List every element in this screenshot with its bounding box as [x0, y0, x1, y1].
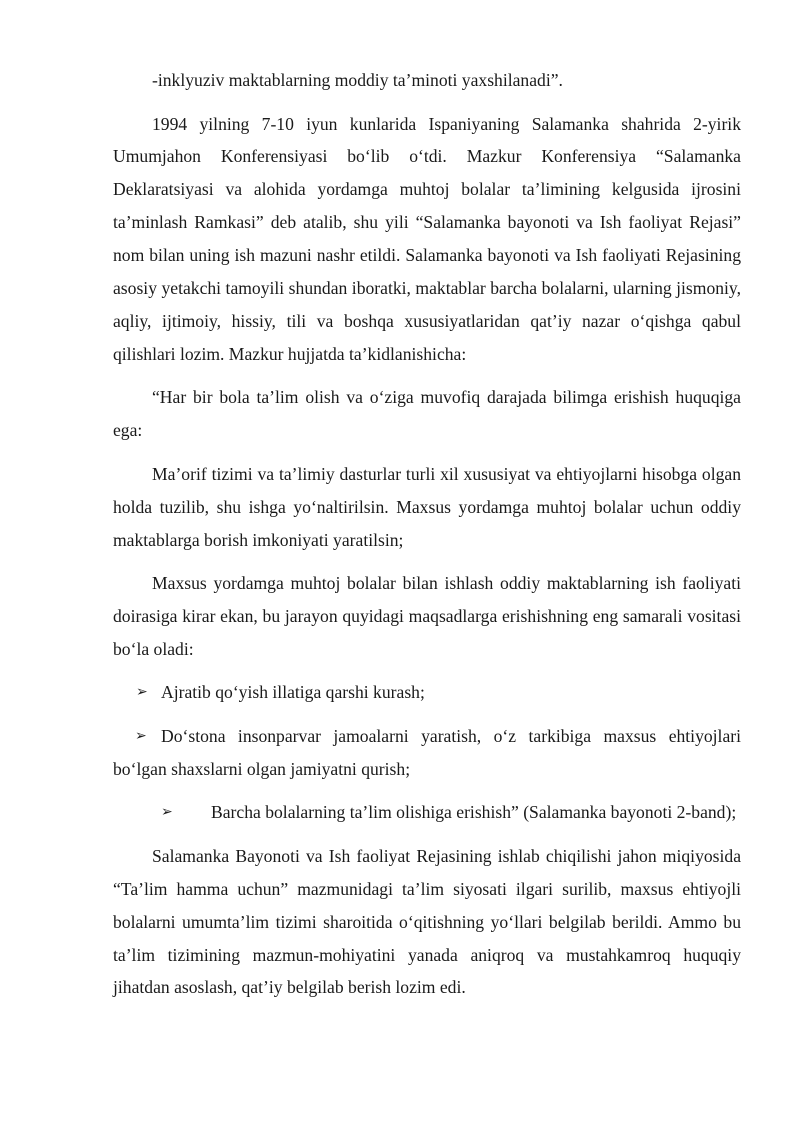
paragraph-salamanca-outcome: Salamanka Bayonoti va Ish faoliyat Rejasining ishlab chiqilishi jahon miqiyosida “Ta’lim hamma uchun” mazmunidagi ta’lim siyosati ilgari surilib, maxsus ehtiyojli bolalarni umumta’lim tizimi sharoitida o‘qitishning yo‘llari belgilab berildi. Ammo bu ta’lim tizimining mazmun-mohiyatini yanada aniqroq va mustahkamroq huquqiy jihatdan asoslash, qat’iy belgilab berish lozim edi. [113, 845, 741, 998]
bullet-item-education-for-all [113, 796, 741, 829]
bullet-item-segregation [113, 676, 741, 709]
paragraph-inclusive-schools: -inklyuziv maktablarning moddiy ta’minoti yaxshilanadi”. [152, 70, 563, 90]
bullet-text: Barcha bolalarning ta’lim olishiga erishish” (Salamanka bayonoti 2-band); [211, 802, 737, 823]
paragraph-education-system: Ma’orif tizimi va ta’limiy dasturlar turli xil xususiyat va ehtiyojlarni hisobga olgan holda tuzilib, shu ishga yo‘naltirilsin. Maxsus yordamga muhtoj bolalar uchun oddiy maktablarga borish imkoniyati yaratilsin; [113, 463, 741, 550]
paragraph-right-to-education: “Har bir bola ta’lim olish va o‘ziga muvofiq darajada bilimga erishish huquqiga ega: [113, 387, 741, 441]
arrow-bullet-icon: ➢ [136, 684, 148, 701]
paragraph-salamanca-conference: 1994 yilning 7-10 iyun kunlarida Ispaniyaning Salamanka shahrida 2-yirik Umumjahon Konferensiyasi bo‘lib o‘tdi. Mazkur Konferensiya “Salamanka Deklaratsiyasi va alohida yordamga muhtoj bolalar ta’limining kelgusida ijrosini ta’minlash Ramkasi” deb atalib, shu yili “Salamanka bayonoti va Ish faoliyat Rejasi” nom bilan uning ish mazuni nashr etildi. Salamanka bayonoti va Ish faoliyati Rejasining asosiy yetakchi tamoyili shundan iboratki, maktablar barcha bolalarni, ularning jismoniy, aqliy, ijtimoiy, hissiy, tili va boshqa xususiyatlaridan qat’iy nazar o‘qishga qabul qilishlari lozim. Mazkur hujjatda ta’kidlanishicha: [113, 113, 741, 364]
bullet-text: Do‘stona insonparvar jamoalarni yaratish, o‘z tarkibiga maxsus ehtiyojlari bo‘lgan shaxslarni olgan jamiyatni qurish; [113, 725, 741, 779]
bullet-text: Ajratib qo‘yish illatiga qarshi kurash; [161, 682, 425, 703]
bullet-item-communities [113, 720, 741, 786]
arrow-bullet-icon: ➢ [161, 804, 173, 821]
arrow-bullet-icon: ➢ [135, 727, 147, 744]
paragraph-special-needs-work: Maxsus yordamga muhtoj bolalar bilan ishlash oddiy maktablarning ish faoliyati doirasiga kirar ekan, bu jarayon quyidagi maqsadlarga erishishning eng samarali vositasi bo‘la oladi: [113, 573, 741, 659]
document-page [113, 64, 741, 1004]
